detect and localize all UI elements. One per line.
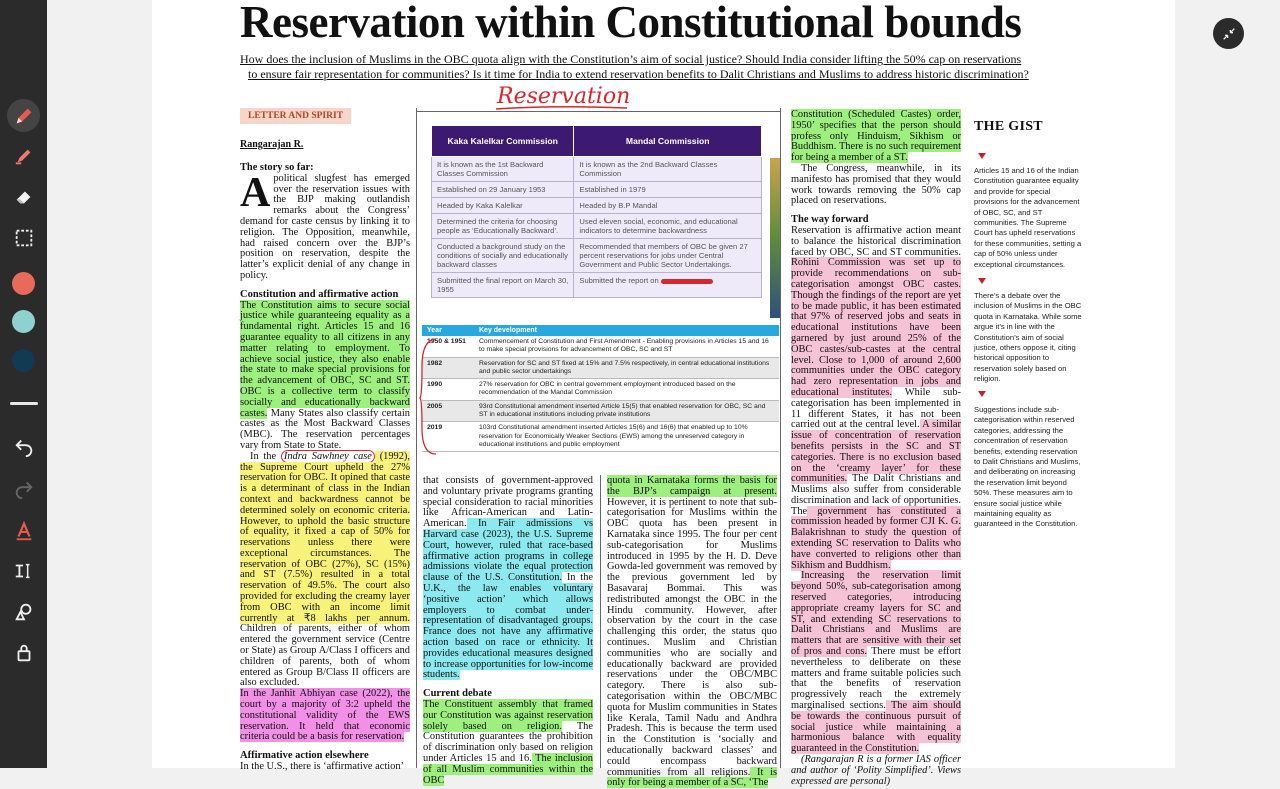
body-text: The Constitution guarantees the prohibition of discrimination only based on religion under Articles 15 and 16. (423, 720, 593, 764)
color-red-swatch[interactable] (12, 272, 35, 295)
bracket-annotation-icon (418, 336, 438, 458)
table-header: Kaka Kalelkar Commission (432, 126, 574, 157)
body-text: that consists of government-approved and voluntary private programs granting special consideration to racial minorities like African-American and Latin-American. (423, 475, 593, 530)
redo-icon (13, 478, 35, 500)
column-3 (607, 476, 777, 789)
body-text: The Dalit Christians and Muslims also suffer from considerable discrimination and lack of opportunities. The (791, 473, 961, 517)
body-text: Children of parents, either of whom entered the government service (Centre or State) as Group A/Class I officers and children of parents, both of whom entered as Group B/Class II officers are also excluded. (240, 623, 410, 689)
story-paragraph: political slugfest has emerged over the reservation issues with the BJP making outlandish remarks about the Congress’ demand for caste census by linking it to religion. The Opposition, meanwhile, had raised concern over the BJP’s position on reservation, despite the latter’s explicit denial of any change in policy. (240, 172, 410, 281)
table-row (422, 422, 779, 452)
table-row (422, 379, 779, 401)
collapse-icon (1221, 26, 1237, 42)
gist-title: THE GIST (974, 119, 1043, 134)
development-cell: Reservation for SC and ST fixed at 15% and 7.5% respectively, in central educational institutions and public sector undertakings (474, 357, 779, 379)
body-text: While sub-categorisation has been implemented in 11 different States, it has not been carried out at the central level. (791, 386, 962, 431)
undo-icon (13, 436, 35, 458)
table-cell (574, 273, 762, 298)
text-recognition-button[interactable] (7, 514, 40, 547)
gist-item: Articles 15 and 16 of the Indian Constitution guarantee equality and provide for special provisions for the advancement of OBC, SC, and ST communities. The Supreme Court has upheld reservations for these communities, setting a cap of 50% unless under exceptional circumstances. (974, 166, 1082, 269)
section-heading: Constitution and affirmative action (240, 288, 399, 300)
body-text: The Congress, meanwhile, in its manifesto has promised that they would work towards removing the 50% cap placed on reservations. (791, 162, 961, 207)
byline: Rangarajan R. (240, 139, 304, 150)
table-cell: It is known as the 2nd Backward Classes Commission (574, 157, 762, 182)
section-heading: Affirmative action elsewhere (240, 750, 369, 762)
table-cell: Headed by Kaka Kalelkar (432, 198, 574, 214)
column-1 (240, 163, 410, 773)
section-heading: Current debate (423, 688, 492, 700)
table-cell: Established in 1979 (574, 182, 762, 198)
body-text: In the (562, 572, 594, 584)
table-header: Mandal Commission (574, 126, 762, 157)
year-cell: 1982 (422, 357, 474, 379)
body-text: In the U.S., there is ‘affirmative action’ (240, 761, 404, 773)
highlighted-text: (1992), the Supreme Court upheld the 27% reservation for OBC. It opined that caste is a determinant of class in the Indian context and backwardness cannot be determined solely on economic criteria. However, to uphold the basic structure of equality, it fixed a cap of 50% for reservations unless there were exceptional circumstances. The reservation of OBC (27%), SC (15%) and ST (7.5%) resulted in a total reservation of 49.5%. The court also provided for excluding the creamy layer from OBC with an income limit currently at ₹8 lakhs per annum. (240, 450, 410, 624)
column-2 (423, 476, 593, 786)
eraser-icon (13, 186, 35, 208)
table-cell: Determined the criteria for choosing people as ‘Educationally Backward’. (432, 214, 574, 239)
lasso-select-tool-button[interactable] (7, 221, 40, 254)
table-header: Year (422, 325, 474, 336)
table-row (422, 400, 779, 422)
text-insert-button[interactable] (7, 554, 40, 587)
gist-bullet-icon (978, 153, 986, 159)
section-tag: LETTER AND SPIRIT (240, 108, 351, 124)
table-row (422, 357, 779, 379)
highlighted-text: The Constituent assembly that framed our Constitution was against reservation solely based on religion. (423, 698, 593, 732)
exit-fullscreen-button[interactable] (1213, 18, 1244, 49)
key-development-table (422, 325, 779, 452)
year-cell: 2019 (422, 422, 474, 452)
table-cell: Used eleven social, economic, and educational indicators to determine backwardness (574, 214, 762, 239)
story-so-far-heading: The story so far: (240, 162, 314, 173)
handwriting-a-icon (13, 520, 35, 542)
body-text: Many States also classify certain castes as the Most Backward Classes (MBC). The reservation percentages vary from State to State. (240, 407, 410, 451)
commission-comparison-table (431, 125, 762, 298)
highlighter-icon (13, 145, 35, 167)
table-row (432, 214, 762, 239)
table-row (432, 239, 762, 273)
highlighted-text: A similar issue of concentration of reservation benefits persists in the SC and ST categories. There is no exclusion based on the ‘creamy layer’ for these communities. (791, 419, 961, 485)
highlighted-text: It is only for being a member of a SC, ‘The (607, 766, 778, 789)
table-row (432, 157, 762, 182)
body-text: There must be effort nevertheless to deliberate on these matters and frame suitable policies such that the benefits of reservation progressively reach the extremely marginalised sections. (791, 646, 961, 712)
newspaper-page (152, 0, 1175, 789)
highlighted-text: Constitution (Scheduled Castes) order, 1950’ specifies that the person should profess only Hinduism, Sikhism or Buddhism. There is no such requirement for being a member of a ST. (791, 109, 961, 164)
body-text: In the (250, 450, 281, 462)
color-navy-swatch[interactable] (12, 349, 35, 372)
table-cell: Headed by B.P Mandal (574, 198, 762, 214)
development-cell: 27% reservation for OBC in central government employment introduced based on the recommendation of the Mandal Commission (474, 379, 779, 401)
highlighted-text: Increasing the reservation limit beyond 50%, sub-categorisation among reserved categories, introducing appropriate creamy layers for SC and ST, and extending SC reservations to Dalit Christians and Muslims are matters that are sensitive with their set of pros and cons. (791, 570, 961, 658)
column-divider (416, 108, 417, 768)
highlighted-text: Rohini Commission was set up to provide recommendations on sub-categorisation amongst OBC castes. Though the findings of the report are yet to be made public, it has been estimated that 97% of reserved jobs and seats in educational institutions have been garnered by just around 25% of the OBC castes/sub-castes at the central level. Close to 1,000 of around 2,600 communities under the OBC category had zero representation in jobs and educational institutes. (791, 257, 961, 398)
text-insert-icon (13, 560, 35, 582)
lock-icon (13, 642, 35, 664)
redaction-scribble (661, 279, 713, 284)
table-row (432, 198, 762, 214)
table-cell: It is known as the 1st Backward Classes Commission (432, 157, 574, 182)
table-cell: Recommended that members of OBC be given 27 percent reservations for jobs under Central Government and Public Sector Undertakings. (574, 239, 762, 273)
table-top-rule (417, 111, 780, 112)
drop-cap: A (240, 169, 271, 216)
body-text: However, it is pertinent to note that sub-categorisation for Muslims within the OBC quota has been present in Karnataka since 1995. The four per cent sub-categorisation for Muslims introduced in 1995 by the H. D. Deve Gowda-led government was removed by the previous government led by Basavaraj Bommai. This was redistributed amongst the OBC in the Hindu community. However, after observation by the court in the case challenging this order, the status quo continues. Muslim and Christian communities who are socially and educationally backward are provided reservations under the OBC/MBC category. There is also sub-categorisation within the OBC/MBC quota for Muslim communities in States like Kerala, Tamil Nadu and Andhra Pradesh. This is because the term used in the Constitution is ‘socially and educationally backward classes’ and could encompass backward communities from all religions. (607, 496, 777, 778)
table-row (422, 336, 779, 357)
gist-bullet-icon (978, 391, 986, 397)
gist-bullet-icon (978, 278, 986, 284)
gist-item: There’s a debate over the inclusion of Muslims in the OBC quota in Karnataka. While some argue it’s in line with the Constitution’s aim of social justice, others oppose it, citing historical opposition to reservation solely based on religion. (974, 291, 1082, 384)
year-cell: 1950 & 1951 (422, 336, 474, 357)
column-divider (780, 108, 781, 768)
development-cell: 93rd Constitutional amendment inserted Article 15(5) that enabled reservation for OBC, SC and ST in educational institutions including private institutions (474, 400, 779, 422)
year-cell: 2005 (422, 400, 474, 422)
highlighted-text: The Constitution aims to secure social justice while guaranteeing equality as a fundamental right. Articles 15 and 16 guarantee equality to all citizens in any matter relating to employment. To achieve social justice, they also enable the state to make special provisions for the advancement of OBC, SC and ST. OBC is a collective term to classify socially and educationally backward castes. (240, 299, 410, 419)
column-4 (791, 110, 961, 787)
highlighted-text: U.K., the law enables voluntary ‘positive action’ which allows employers to combat under-representation of disadvantaged groups. France does not have any affirmative action based on race or ethnicity. It provides educational measures designed to increase opportunities for low-income students. (423, 582, 593, 681)
shapes-button[interactable] (7, 595, 40, 628)
table-cell: Established on 29 January 1953 (432, 182, 574, 198)
pen-tool-button[interactable] (7, 99, 40, 132)
year-cell: 1990 (422, 379, 474, 401)
table-row (432, 182, 762, 198)
case-name-circled: Indra Sawhney case (281, 450, 375, 463)
headline: Reservation within Constitutional bounds (240, 0, 1022, 47)
highlighted-text: The inclusion of all Muslim communities within the OBC (423, 752, 594, 786)
color-teal-swatch[interactable] (12, 310, 35, 333)
table-header: Key development (474, 325, 779, 336)
table-row (432, 273, 762, 298)
annotation-toolbar (0, 0, 47, 768)
undo-button[interactable] (7, 430, 40, 463)
redo-button[interactable] (7, 472, 40, 505)
shapes-icon (13, 601, 35, 623)
handwritten-note: Reservation (497, 84, 631, 109)
author-note: (Rangarajan R is a former IAS officer and author of ‘Polity Simplified’. Views expressed are personal) (791, 754, 961, 787)
highlighted-text: In Fair admissions vs Harvard case (2023), the U.S. Supreme Court, however, ruled that race-based affirmative action programs in college admissions violate the equal protection clause of the U.S. Constitution. (423, 518, 593, 584)
highlighted-text: quota in Karnataka forms the basis for the BJP’s campaign at present. (607, 475, 777, 497)
table-cell: Conducted a background study on the conditions of socially and educationally backward classes (432, 239, 574, 273)
table-cell-text: Submitted the report on (579, 276, 659, 285)
column-divider (600, 475, 601, 768)
eraser-tool-button[interactable] (7, 180, 40, 213)
gist-item: Suggestions include sub-categorisation within reserved categories, addressing the concentration of reservation benefits, extending reservation to Dalit Christians and Muslims, and deliberating on increasing the reservation limit beyond 50%. These measures aim to ensure social justice while maintaining equality as guaranteed in the Constitution. (974, 405, 1081, 529)
section-heading: The way forward (791, 214, 869, 226)
subtitle-line-2: to ensure fair representation for communities? Is it time for India to extend reservation benefits to Dalit Christians and Muslims to address historic discrimination? (248, 67, 1029, 81)
highlighted-text: The aim should be towards the continuous pursuit of social justice while maintaining a harmonious balance with equality guaranteed in the Constitution. (791, 700, 961, 755)
stroke-width-slider[interactable] (10, 402, 38, 405)
subtitle-line-1: How does the inclusion of Muslims in the OBC quota align with the Constitution’s aim of social justice? Should India consider lifting the 50% cap on reservations (240, 52, 1022, 66)
image-strip (770, 158, 780, 318)
selection-icon (13, 227, 35, 249)
body-text: Reservation is affirmative action meant to balance the historical discrimination faced by OBC, SC and ST communities. (791, 224, 961, 258)
development-cell: 103rd Constitutional amendment inserted Articles 15(6) and 16(6) that enabled up to 10% reservation for Economically Weaker Sections (EWS) among the unreserved category in educational institutions and public employment (474, 422, 779, 452)
pen-icon (13, 105, 35, 127)
timeline-table-container (422, 325, 779, 452)
highlighter-tool-button[interactable] (7, 139, 40, 172)
highlighted-text: In the Janhit Abhiyan case (2022), the court by a majority of 3:2 upheld the constitutional validity of the EWS reservation. It held that economic criteria could be a basis for reservation. (240, 688, 410, 743)
development-cell: Commencement of Constitution and First Amendment - Enabling provisions in Articles 15 and 16 to make special provisions for advancement of OBC, SC and ST (474, 336, 779, 357)
table-cell: Submitted the final report on March 30, 1955 (432, 273, 574, 298)
lock-button[interactable] (7, 636, 40, 669)
highlighted-text: government has constituted a commission headed by former CJI K. G. Balakrishnan to study the question of extending SC reservation to Dalits who have converted to religions other than Sikhism and Buddhism. (791, 505, 961, 571)
